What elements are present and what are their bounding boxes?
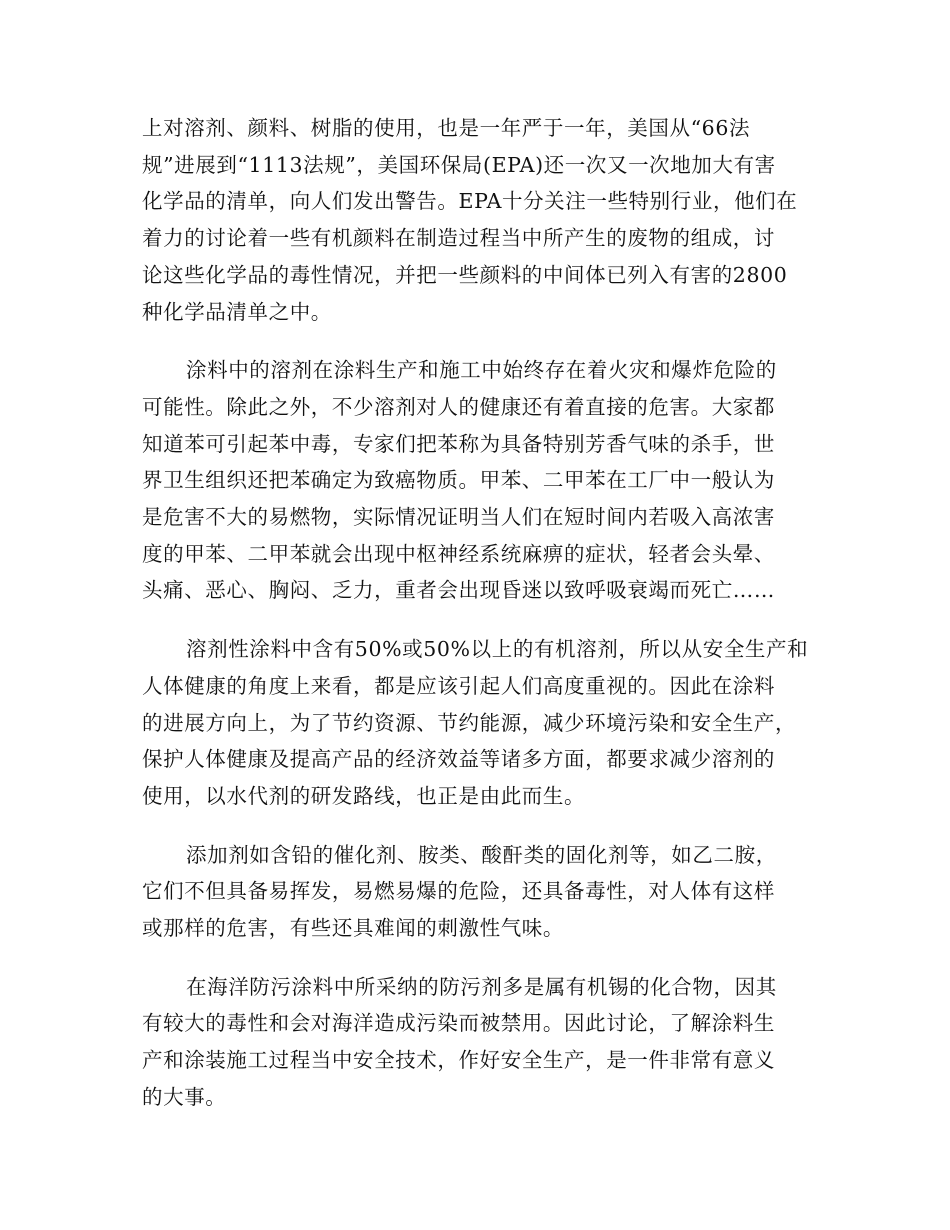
paragraph-line: 溶剂性涂料中含有50%或50%以上的有机溶剂，所以从安全生产和 xyxy=(186,637,809,662)
paragraph-line: 是危害不大的易燃物，实际情况证明当人们在短时间内若吸入高浓害 xyxy=(142,505,775,530)
paragraph-line: 有较大的毒性和会对海洋造成污染而被禁用。因此讨论，了解涂料生 xyxy=(142,1011,775,1036)
paragraph-line: 规”进展到“1113法规”，美国环保局(EPA)还一次又一次地加大有害 xyxy=(142,152,776,177)
paragraph-line: 保护人体健康及提高产品的经济效益等诸多方面，都要求减少溶剂的 xyxy=(142,747,775,772)
paragraph-line: 可能性。除此之外，不少溶剂对人的健康还有着直接的危害。大家都 xyxy=(142,394,775,419)
paragraph-5 xyxy=(142,969,812,1116)
paragraph-line: 种化学品清单之中。 xyxy=(142,299,332,324)
paragraph-line: 添加剂如含铅的催化剂、胺类、酸酐类的固化剂等，如乙二胺， xyxy=(186,842,777,867)
paragraph-2 xyxy=(142,352,812,609)
paragraph-line: 人体健康的角度上来看，都是应该引起人们高度重视的。因此在涂料 xyxy=(142,673,775,698)
paragraph-4 xyxy=(142,837,812,947)
paragraph-line: 的大事。 xyxy=(142,1084,227,1109)
paragraph-line: 它们不但具备易挥发，易燃易爆的危险，还具备毒性，对人体有这样 xyxy=(142,879,775,904)
paragraph-line: 知道苯可引起苯中毒，专家们把苯称为具备特别芳香气味的杀手，世 xyxy=(142,431,775,456)
paragraph-line: 涂料中的溶剂在涂料生产和施工中始终存在着火灾和爆炸危险的 xyxy=(186,358,777,383)
paragraph-line: 论这些化学品的毒性情况，并把一些颜料的中间体已列入有害的2800 xyxy=(142,262,788,287)
paragraph-line: 使用，以水代剂的研发路线，也正是由此而生。 xyxy=(142,783,586,808)
paragraph-line: 界卫生组织还把苯确定为致癌物质。甲苯、二甲苯在工厂中一般认为 xyxy=(142,468,775,493)
paragraph-3 xyxy=(142,631,812,815)
document-body xyxy=(142,110,812,1138)
paragraph-line: 的进展方向上，为了节约资源、节约能源，减少环境污染和安全生产， xyxy=(142,710,797,735)
paragraph-line: 化学品的清单，向人们发出警告。EPA十分关注一些特别行业，他们在 xyxy=(142,189,798,214)
paragraph-1 xyxy=(142,110,812,330)
paragraph-line: 在海洋防污涂料中所采纳的防污剂多是属有机锡的化合物，因其 xyxy=(186,974,777,999)
paragraph-line: 度的甲苯、二甲苯就会出现中枢神经系统麻痹的症状，轻者会头晕、 xyxy=(142,541,775,566)
paragraph-line: 或那样的危害，有些还具难闻的刺激性气味。 xyxy=(142,916,564,941)
paragraph-line: 头痛、恶心、胸闷、乏力，重者会出现昏迷以致呼吸衰竭而死亡…… xyxy=(142,578,775,603)
paragraph-line: 上对溶剂、颜料、树脂的使用，也是一年严于一年，美国从“66法 xyxy=(142,116,751,140)
paragraph-line: 产和涂装施工过程当中安全技术，作好安全生产，是一件非常有意义 xyxy=(142,1048,775,1073)
paragraph-line: 着力的讨论着一些有机颜料在制造过程当中所产生的废物的组成，讨 xyxy=(142,226,775,251)
